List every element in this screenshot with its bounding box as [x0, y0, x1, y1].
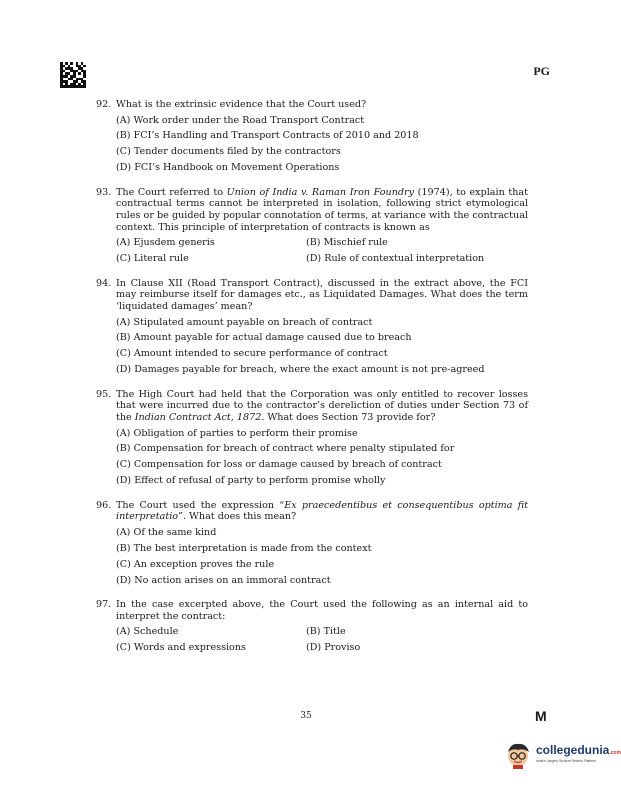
page-number: 35	[300, 711, 312, 721]
brand-tagline: India's Largest Student Review Platform	[536, 759, 597, 763]
option-b: (B) Mischief rule	[306, 237, 388, 249]
option-a: (A) Work order under the Road Transport Contract	[116, 114, 365, 126]
question-96	[96, 500, 528, 586]
option-c: (C) Compensation for loss or damage caused by breach of contract	[116, 459, 442, 471]
option-c: (C) Tender documents filed by the contractors	[116, 146, 341, 158]
question-number: 94.	[96, 277, 112, 289]
option-c: (C) Literal rule	[116, 253, 189, 265]
question-number: 96.	[96, 499, 112, 511]
option-d: (D) Effect of refusal of party to perform promise wholly	[116, 475, 386, 487]
brand-suffix: .com	[609, 750, 621, 756]
question-text: The High Court had held that the Corporation was only entitled to recover losses that were incurred due to the contractor’s dereliction of duties under Section 73 of the Indian Contract Act, 1872. What does Section 73 provide for?	[116, 388, 528, 423]
question-text: In Clause XII (Road Transport Contract), discussed in the extract above, the FCI may reimburse itself for damages etc., as Liquidated Damages. What does the term ‘liquidated damages’ mean?	[116, 277, 528, 312]
option-d: (D) Rule of contextual interpretation	[306, 253, 485, 265]
question-text: The Court referred to Union of India v. Raman Iron Foundry (1974), to explain that contractual terms cannot be interpreted in isolation, following strict etymological rules or be guided by popular connotation of terms, at variance with the contractual context. This principle of interpretation of contracts is known as	[116, 186, 528, 233]
option-b: (B) Amount payable for actual damage caused due to breach	[116, 332, 412, 344]
option-a: (A) Of the same kind	[116, 527, 217, 538]
question-number: 93.	[96, 186, 112, 198]
option-a: (A) Schedule	[116, 626, 179, 638]
option-d: (D) Proviso	[306, 642, 361, 654]
option-b: (B) Compensation for breach of contract where penalty stipulated for	[116, 443, 455, 455]
paper-code: PG	[533, 64, 550, 78]
question-text: The Court used the expression “Ex praecedentibus et consequentibus optima fit interpretatio”. What does this mean?	[116, 499, 529, 523]
act-name: Indian Contract Act, 1872	[134, 411, 262, 423]
datamatrix-code	[60, 62, 86, 88]
question-95	[96, 389, 528, 487]
question-text: In the case excerpted above, the Court used the following as an internal aid to interpret the contract:	[116, 599, 528, 622]
option-d: (D) FCI’s Handbook on Movement Operations	[116, 162, 340, 174]
student-mascot-icon	[503, 739, 533, 769]
option-a: (A) Stipulated amount payable on breach of contract	[116, 316, 373, 328]
question-text: What is the extrinsic evidence that the Court used?	[116, 99, 367, 110]
option-b: (B) The best interpretation is made from the context	[116, 542, 372, 554]
latin-maxim: Ex praecedentibus et consequentibus optima fit interpretatio	[116, 499, 529, 523]
question-number: 95.	[96, 388, 112, 400]
question-94	[96, 278, 528, 376]
option-c: (C) Words and expressions	[116, 642, 246, 654]
question-number: 92.	[96, 99, 112, 110]
option-d: (D) No action arises on an immoral contract	[116, 574, 331, 586]
case-name: Union of India v. Raman Iron Foundry	[226, 186, 415, 198]
question-92	[96, 99, 528, 174]
collegedunia-logo	[503, 739, 621, 769]
option-a: (A) Obligation of parties to perform their promise	[116, 427, 358, 439]
question-93	[96, 187, 528, 265]
option-c: (C) An exception proves the rule	[116, 558, 275, 570]
option-a: (A) Ejusdem generis	[116, 237, 215, 249]
booklet-series-mark: M	[535, 708, 547, 724]
question-97	[96, 599, 528, 654]
brand-name: collegedunia	[536, 743, 610, 757]
question-list	[96, 99, 528, 667]
option-b: (B) FCI’s Handling and Transport Contracts of 2010 and 2018	[116, 130, 419, 142]
option-d: (D) Damages payable for breach, where the exact amount is not pre-agreed	[116, 364, 485, 376]
option-c: (C) Amount intended to secure performance of contract	[116, 348, 388, 360]
question-number: 97.	[96, 599, 112, 611]
option-b: (B) Title	[306, 626, 346, 638]
